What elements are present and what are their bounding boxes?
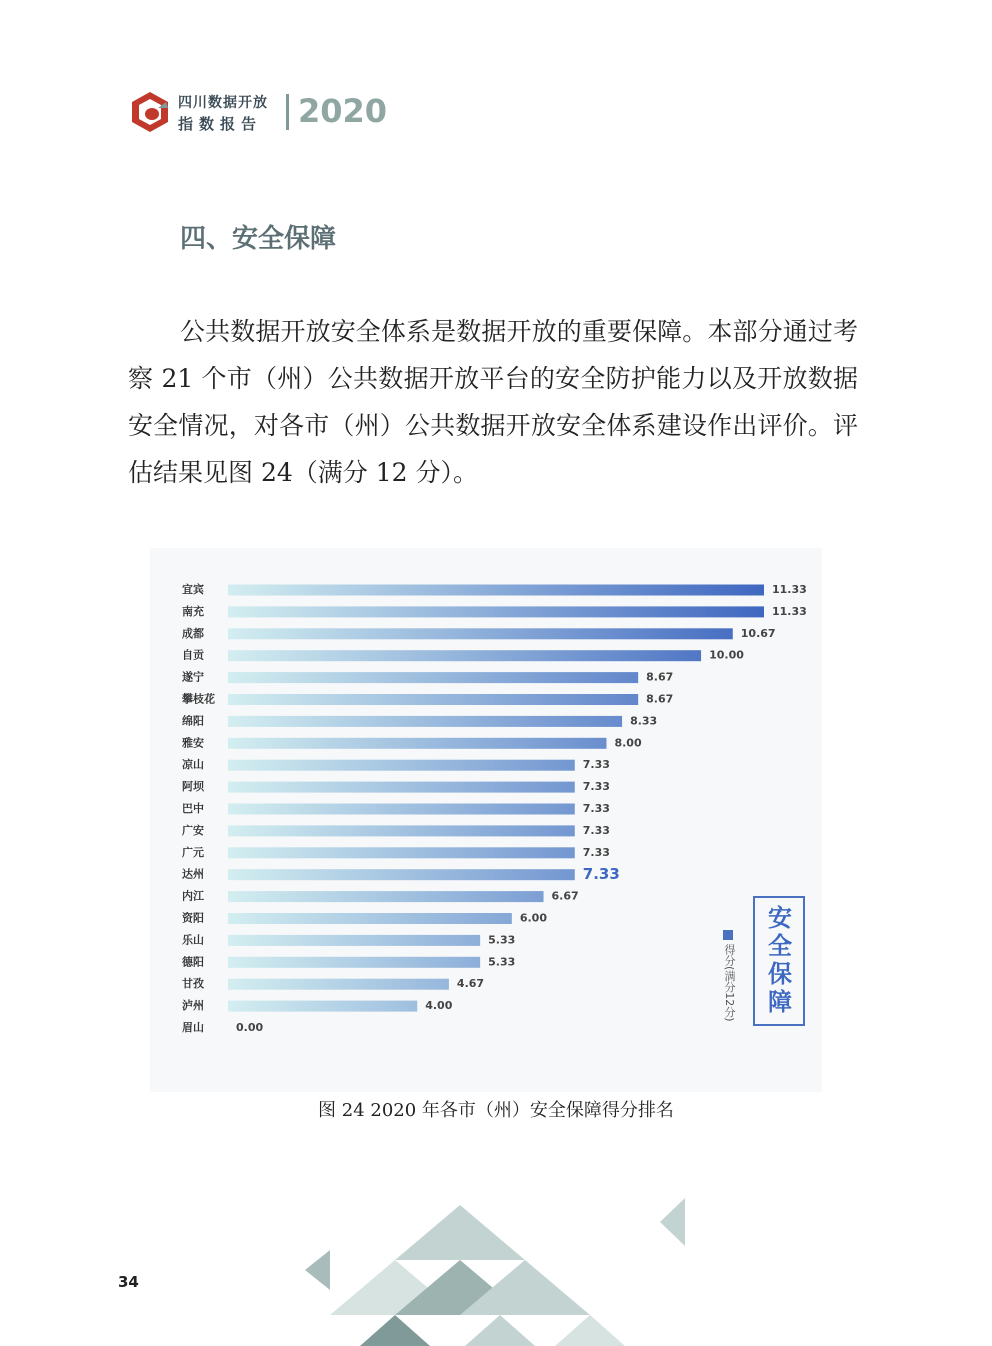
section-title: 四、安全保障 — [180, 224, 337, 254]
category-label: 资阳 — [182, 911, 204, 925]
category-label: 南充 — [182, 604, 204, 618]
decorative-triangles — [300, 1190, 700, 1346]
brand-divider — [286, 94, 289, 130]
chart-card — [150, 548, 822, 1092]
bar — [228, 1001, 417, 1012]
value-label: 4.00 — [425, 999, 453, 1013]
bar — [228, 913, 512, 924]
category-label: 眉山 — [182, 1021, 204, 1034]
bar — [228, 760, 575, 771]
bar — [228, 935, 480, 946]
chart-side-title: 安全保障 — [768, 904, 792, 1016]
value-label: 7.33 — [582, 758, 610, 772]
paragraph-text: 公共数据开放安全体系是数据开放的重要保障。本部分通过考察 21 个市（州）公共数据开放平台的安全防护能力以及开放数据安全情况，对各市（州）公共数据开放安全体系建设作出评价。评估结果见图 24（满分 12 分）。 — [128, 317, 858, 487]
report-header — [128, 88, 388, 138]
bar — [228, 694, 638, 705]
value-label: 7.33 — [582, 865, 620, 884]
value-label: 11.33 — [772, 583, 807, 596]
bar — [228, 738, 606, 749]
value-label: 10.67 — [740, 626, 776, 640]
bar — [228, 891, 544, 902]
category-label: 达州 — [182, 867, 204, 881]
legend-label: 得分(满分12分) — [723, 944, 736, 1022]
value-label: 0.00 — [236, 1021, 264, 1034]
value-label: 4.67 — [456, 977, 485, 991]
category-label: 绵阳 — [182, 714, 204, 728]
category-label: 凉山 — [182, 758, 204, 772]
category-label: 广元 — [182, 845, 204, 859]
value-label: 7.33 — [582, 780, 610, 794]
category-label: 遂宁 — [182, 670, 204, 684]
category-label: 巴中 — [182, 802, 204, 815]
value-label: 5.33 — [488, 955, 516, 969]
value-label: 7.33 — [582, 802, 610, 815]
chart-side-title-box — [755, 896, 803, 1026]
bar — [228, 847, 575, 858]
category-label: 德阳 — [182, 955, 204, 969]
category-label: 成都 — [182, 626, 204, 640]
bar — [228, 716, 622, 727]
category-label: 广安 — [182, 823, 204, 837]
bar — [228, 628, 733, 639]
value-label: 8.67 — [646, 670, 674, 684]
brand-line1: 四川数据开放 — [178, 95, 268, 111]
body-paragraph — [128, 308, 858, 496]
category-label: 泸州 — [182, 999, 204, 1013]
bar — [228, 672, 638, 683]
brand-year: 2020 — [298, 92, 388, 130]
figure-caption: 图 24 2020 年各市（州）安全保障得分排名 — [318, 1100, 674, 1121]
page-number: 34 — [118, 1273, 139, 1291]
category-label: 甘孜 — [182, 977, 204, 991]
category-label: 宜宾 — [182, 583, 204, 596]
report-logo-icon — [128, 90, 172, 134]
category-label: 自贡 — [182, 648, 204, 662]
category-label: 阿坝 — [182, 780, 204, 794]
value-label: 7.33 — [582, 823, 610, 837]
value-label: 10.00 — [709, 648, 744, 662]
bar — [228, 979, 449, 990]
value-label: 8.00 — [614, 736, 642, 750]
category-label: 攀枝花 — [182, 692, 215, 706]
value-label: 6.67 — [551, 889, 579, 903]
category-label: 内江 — [182, 889, 204, 903]
category-label: 乐山 — [182, 933, 204, 947]
bar — [228, 869, 575, 880]
value-label: 8.67 — [646, 692, 674, 706]
value-label: 8.33 — [630, 714, 658, 728]
bar — [228, 804, 575, 815]
value-label: 7.33 — [582, 845, 610, 859]
bar — [228, 585, 764, 596]
bar — [228, 650, 701, 661]
value-label: 6.00 — [519, 911, 547, 925]
value-label: 11.33 — [772, 604, 807, 618]
value-label: 5.33 — [488, 933, 516, 947]
bar — [228, 957, 480, 968]
category-label: 雅安 — [182, 736, 204, 750]
bar — [228, 606, 764, 617]
brand-line2: 指数报告 — [178, 115, 263, 133]
legend-swatch — [723, 930, 733, 940]
bar — [228, 782, 575, 793]
bar — [228, 825, 575, 836]
